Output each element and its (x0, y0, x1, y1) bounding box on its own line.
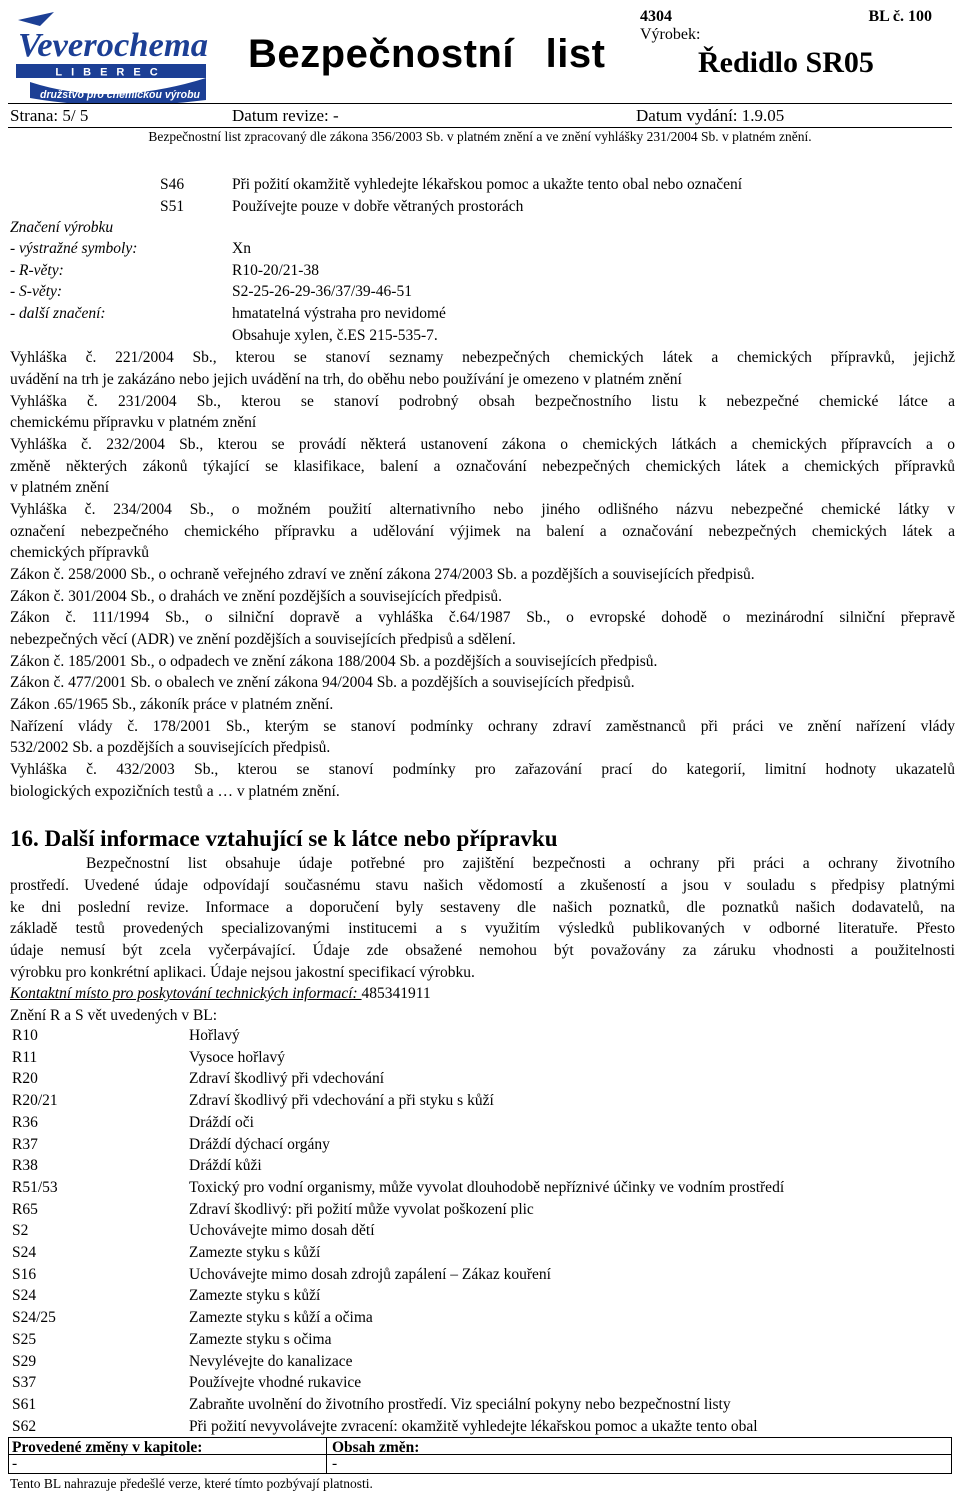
logo-tagline-text: družstvo pro chemickou výrobu (40, 89, 201, 101)
section-16-para-line: základě testů provedených specializovanými institucemi a s využitím výsledků publikovaných v odborné literatuře. Přesto (10, 920, 955, 937)
contact-phone: 485341911 (361, 985, 431, 1002)
phrase-text: Dráždí dýchací orgány (189, 1135, 330, 1153)
phrase-code: S29 (12, 1352, 37, 1370)
footer-changes-header: Provedené změny v kapitole: (12, 1439, 203, 1456)
labeling-label: - další značení: (10, 305, 106, 322)
phrase-row (0, 1114, 960, 1136)
veverochema-logo (10, 6, 210, 104)
law-line: Zákon č. 185/2001 Sb., o odpadech ve znění zákona 188/2004 Sb. a pozdějších a souvisejících předpisů. (10, 653, 658, 670)
section-16-para-line: prostředí. Uvedené údaje odpovídají současnému stavu našich vědomostí a zkušeností a jsou v souladu s předpisy platnými (10, 877, 955, 894)
phrase-code: S2 (12, 1222, 29, 1240)
phrase-code: S24 (12, 1244, 37, 1261)
phrase-code: R11 (12, 1048, 38, 1066)
labeling-value: R10-20/21-38 (232, 262, 319, 279)
phrase-text: Nevylévejte do kanalizace (189, 1352, 353, 1370)
labeling-extra: Obsahuje xylen, č.ES 215-535-7. (232, 327, 438, 344)
law-line: označení nebezpečného chemického přípravku a udělování výjimek na balení a označování nebezpečných chemických látek a (10, 523, 955, 540)
law-line: Zákon .65/1965 Sb., zákoník práce v platném znění. (10, 696, 334, 713)
phrase-row (0, 1179, 960, 1201)
phrase-row (0, 1049, 960, 1071)
phrase-text: Dráždí oči (189, 1113, 254, 1131)
phrase-code: S16 (12, 1265, 37, 1283)
document-header (8, 4, 952, 104)
law-line: Nařízení vlády č. 178/2001 Sb., kterým se stanoví podmínky ochrany zdraví zaměstnanců při práci ve znění nařízení vlády (10, 718, 955, 735)
law-line: biologických expozičních testů a … v platném znění. (10, 783, 340, 800)
labeling-label: - S-věty: (10, 283, 63, 300)
phrase-code: R20 (12, 1070, 38, 1088)
labeling-value: hmatatelná výstraha pro nevidomé (232, 305, 446, 322)
law-line: nebezpečných věcí (ADR) ve znění pozdějších a souvisejících předpisů a sdělení. (10, 631, 516, 648)
law-line: Zákon č. 111/1994 Sb., o silniční dopravě a vyhláška č.64/1987 Sb., o evropské dohodě o mezinárodní silniční přepravě (10, 609, 955, 626)
section-16-para-line: ke dni poslední revize. Informace a doporučení byly sestaveny dle našich poznatků, dle poznatků našich dodavatelů, na (10, 899, 955, 916)
phrase-code: R38 (12, 1157, 38, 1175)
labeling-label: - R-věty: (10, 262, 64, 279)
logo-brand-text: Veverochema (18, 27, 209, 64)
labeling-value: Xn (232, 240, 251, 257)
phrase-row (0, 1309, 960, 1331)
footer-note: Tento BL nahrazuje předešlé verze, které tímto pozbývají platnosti. (10, 1476, 373, 1491)
section-16-para-line: Bezpečnostní list obsahuje údaje potřebné pro zajištění bezpečnosti a ochrany při práci a ochrany životního (86, 855, 955, 872)
phrase-text: Při požití nevyvolávejte zvracení: okamžitě vyhledejte lékařskou pomoc a ukažte tento obal (189, 1417, 758, 1435)
phrases-title: Znění R a S vět uvedených v BL: (10, 1007, 218, 1024)
logo-city-text: LIBEREC (55, 66, 167, 79)
product-name: Ředidlo SR05 (698, 46, 874, 79)
phrase-row (0, 1092, 960, 1114)
footer-left-border (8, 1437, 9, 1473)
labeling-value: S2-25-26-29-36/37/39-46-51 (232, 283, 412, 300)
footer-changes-value: - (12, 1455, 18, 1472)
phrase-code: R10 (12, 1027, 38, 1044)
section-16-para-line: výrobku pro konkrétní aplikaci. Údaje nejsou jakostní specifikací výrobku. (10, 964, 475, 981)
phrase-row (0, 1266, 960, 1288)
law-line: Vyhláška č. 221/2004 Sb., kterou se stanoví seznamy nebezpečných chemických látek a chemických přípravků, jejichž (10, 349, 955, 366)
bl-number: 4304 (640, 8, 672, 25)
law-line: Vyhláška č. 432/2003 Sb., kterou se stanoví podmínky pro zařazování prací do kategorií, limitní hodnoty ukazatelů (10, 761, 955, 778)
phrase-text: Vysoce hořlavý (189, 1048, 285, 1066)
page-number: Strana: 5/ 5 (10, 106, 89, 125)
phrase-row (0, 1070, 960, 1092)
section-16-para-line: údaje nemusí být zcela vyčerpávající. Údaje zde obsažené nemohou být považovány za záruku vhodnosti a použitelnosti (10, 942, 955, 959)
footer-content-value: - (332, 1455, 338, 1472)
law-line: v platném znění (10, 479, 109, 496)
phrase-code: S24/25 (12, 1309, 56, 1327)
s-text: Při požití okamžitě vyhledejte lékařskou pomoc a ukažte tento obal nebo označení (232, 176, 743, 193)
phrase-code: R37 (12, 1135, 38, 1153)
law-line: Vyhláška č. 232/2004 Sb., kterou se provádí některá ustanovení zákona o chemických látkách a chemických přípravcích a o (10, 436, 955, 453)
labeling-title: Značení výrobku (10, 219, 114, 236)
s-text: Používejte pouze v dobře větraných prostorách (232, 198, 524, 215)
phrase-code: S61 (12, 1395, 37, 1413)
law-line: chemickému přípravku v platném znění (10, 414, 257, 431)
law-note: Bezpečnostní list zpracovaný dle zákona 356/2003 Sb. v platném znění a ve znění vyhlášky 231/2004 Sb. v platném znění. (148, 129, 812, 144)
contact-label: Kontaktní místo pro poskytování technických informací: (10, 985, 362, 1002)
phrase-row (0, 1027, 960, 1049)
law-line: Zákon č. 301/2004 Sb., o drahách ve znění pozdějších a souvisejících předpisů. (10, 588, 502, 605)
phrase-code: R51/53 (12, 1178, 58, 1196)
phrase-text: Zamezte styku s kůží (189, 1287, 321, 1305)
phrase-row (0, 1222, 960, 1244)
phrase-row (0, 1244, 960, 1266)
footer-bottom-line (8, 1473, 952, 1474)
section-16-title: 16. Další informace vztahující se k látce nebo přípravku (10, 826, 558, 851)
phrase-text: Zdraví škodlivý při vdechování (189, 1070, 384, 1088)
bl-code: BL č. 100 (868, 8, 932, 25)
phrase-text: Zamezte styku s očima (189, 1330, 332, 1348)
phrase-row (0, 1374, 960, 1396)
phrase-text: Toxický pro vodní organismy, může vyvolat dlouhodobě nepříznivé účinky ve vodním prostředí (189, 1178, 785, 1196)
phrase-text: Hořlavý (189, 1027, 240, 1044)
phrase-code: S24 (12, 1287, 37, 1305)
s-code: S46 (160, 176, 185, 193)
phrase-text: Uchovávejte mimo dosah zdrojů zapálení – Zákaz kouření (189, 1265, 551, 1283)
phrase-code: S37 (12, 1374, 37, 1392)
phrase-row (0, 1287, 960, 1309)
phrase-code: R20/21 (12, 1092, 58, 1110)
law-line: změně některých zákonů týkající se klasifikace, balení a označování nebezpečných chemických látek a chemických přípravků (10, 458, 955, 475)
law-line: uvádění na trh je zakázáno nebo jejich uvádění na trh, do oběhu nebo používání je omezeno v platném znění (10, 371, 682, 388)
law-line: Zákon č. 477/2001 Sb. o obalech ve znění zákona 94/2004 Sb. a pozdějších a souvisejících předpisů. (10, 674, 635, 691)
phrase-row (0, 1157, 960, 1179)
phrase-code: R65 (12, 1200, 38, 1218)
phrase-code: S25 (12, 1330, 37, 1348)
phrase-row (0, 1201, 960, 1223)
phrase-row (0, 1331, 960, 1353)
law-line: Vyhláška č. 234/2004 Sb., o možném použití alternativního nebo jiného odlišného názvu nebezpečné chemické látky v (10, 501, 955, 518)
phrase-text: Zamezte styku s kůží (189, 1244, 321, 1261)
phrase-row (0, 1396, 960, 1418)
law-line: 532/2002 Sb. a pozdějších a souvisejících předpisů. (10, 739, 331, 756)
revision-date: Datum revize: - (232, 106, 339, 125)
phrase-text: Zabraňte uvolnění do životního prostředí. Viz speciální pokyny nebo bezpečnostní listy (189, 1395, 731, 1413)
s-code: S51 (160, 198, 185, 215)
law-line: Vyhláška č. 231/2004 Sb., kterou se stanoví podrobný obsah bezpečnostního listu k nebezpečné chemické látce a (10, 393, 955, 410)
footer-content-header: Obsah změn: (332, 1439, 420, 1456)
contact-row (10, 983, 955, 1005)
document-title: Bezpečnostní list (248, 32, 606, 76)
header-divider-2 (8, 127, 952, 128)
labeling-label: - výstražné symboly: (10, 240, 138, 257)
law-line: chemických přípravků (10, 544, 150, 561)
phrase-row (0, 1353, 960, 1375)
law-line: Zákon č. 258/2000 Sb., o ochraně veřejného zdraví ve znění zákona 274/2003 Sb. a pozdějších a souvisejících předpisů. (10, 566, 755, 583)
issue-date: Datum vydání: 1.9.05 (636, 106, 785, 125)
phrase-code: R36 (12, 1113, 38, 1131)
phrase-text: Zamezte styku s kůží a očima (189, 1309, 373, 1327)
phrase-code: S62 (12, 1417, 37, 1435)
header-divider (8, 103, 952, 104)
phrase-text: Používejte vhodné rukavice (189, 1374, 362, 1392)
phrase-row (0, 1136, 960, 1158)
product-label: Výrobek: (640, 26, 701, 43)
phrase-text: Zdraví škodlivý při vdechování a při styku s kůží (189, 1092, 494, 1110)
phrase-text: Zdraví škodlivý: při požití může vyvolat poškození plic (189, 1200, 534, 1218)
phrase-text: Uchovávejte mimo dosah dětí (189, 1222, 375, 1240)
phrase-text: Dráždí kůži (189, 1157, 262, 1175)
